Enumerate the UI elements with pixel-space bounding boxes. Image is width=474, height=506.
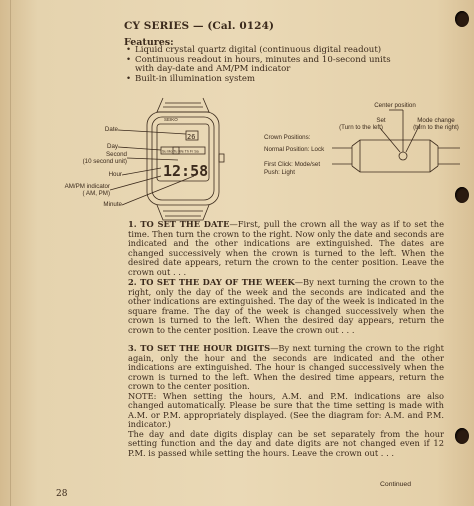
label-set-sub: (Turn to the left) [339,124,383,131]
section-heading: 3. TO SET THE HOUR DIGITS [128,343,271,353]
section-set-date [128,220,444,277]
section-set-day [128,278,444,335]
section-text: —First, pull the crown all the way as if to set the time. Then turn the crown to the right. Now only the date and seconds are indicated and the other indications are extinguished. The dates are changed successively when the crown is turned to the left. When the desired date appears, return the crown to the center position. Leave the crown out . . . [128,219,444,277]
crown-positions [264,134,324,176]
label-ampm-sub: ( AM, PM) [82,190,110,197]
label-day: Day [106,143,118,150]
label-center-position: Center position [374,102,416,109]
label-date: Date [104,126,118,133]
label-ampm: AM/PM indicator [64,183,110,190]
label-second-sub: (10 second unit) [82,158,127,165]
continued-label: Continued [380,481,411,488]
page-number: 28 [56,489,68,499]
label-hour: Hour [108,171,122,178]
feature-item: • Built-in illumination system [126,75,395,85]
label-minute: Minute [103,201,122,208]
section-heading: 2. TO SET THE DAY OF THE WEEK [128,277,295,287]
section-heading: 1. TO SET THE DATE [128,219,230,229]
label-mode-change: Mode change [417,117,455,124]
page-title: CY SERIES — (Cal. 0124) [124,20,275,32]
display-time: 12:58 [163,162,209,180]
watch-brand: SEIKO [164,117,178,122]
label-set: Set [376,117,386,124]
section-note: NOTE: When setting the hours, A.M. and P.M. indications are also changed automatically. Please be sure that the time setting is made with A.M. or P.M. appropriately displayed. (See the diagram for: A.M. and P.M. indicator.) [128,390,444,429]
section-text: —By next turning the crown to the right, only the day of the week and the seconds are indicated and the other indications are extinguished. The day of the week is indicated in the square frame. The day of the week is changed successively when the crown is turned to the left. When the desired day appears, return the crown to the center position. Leave the crown out . . . [128,277,444,335]
feature-item: • Continuous readout in hours, minutes and 10-second units with day-date and AM/PM indicator [126,56,395,75]
crown-push: Push: Light [264,168,295,176]
section-text: —By next turning the crown to the right again, only the hour and the seconds are indicated and the other indications are extinguished. The hour is changed successively when the crown is turned to the left. When the desired time appears, return the crown to the center position. [128,343,444,391]
crown-first-click: First Click: Mode/set [264,161,321,169]
section-set-hour [128,344,444,458]
features-heading: Features: [124,37,174,48]
crown-positions-heading: Crown Positions: [264,134,311,141]
label-second: Second [106,151,127,158]
display-date: 26 [187,133,196,141]
display-day: Su Mo Tu We Th Fr Sa [162,149,199,154]
crown-normal-position: Normal Position: Lock [264,146,325,154]
label-mode-change-sub: (turn to the right) [413,124,459,131]
feature-item: • Liquid crystal quartz digital (continuous digital readout) [126,46,395,56]
section-extra: The day and date digits display can be set separately from the hour setting function and the day and date digits are not changed even if 12 P.M. is passed while setting the hours. Leave the crown out . . . [128,428,444,458]
